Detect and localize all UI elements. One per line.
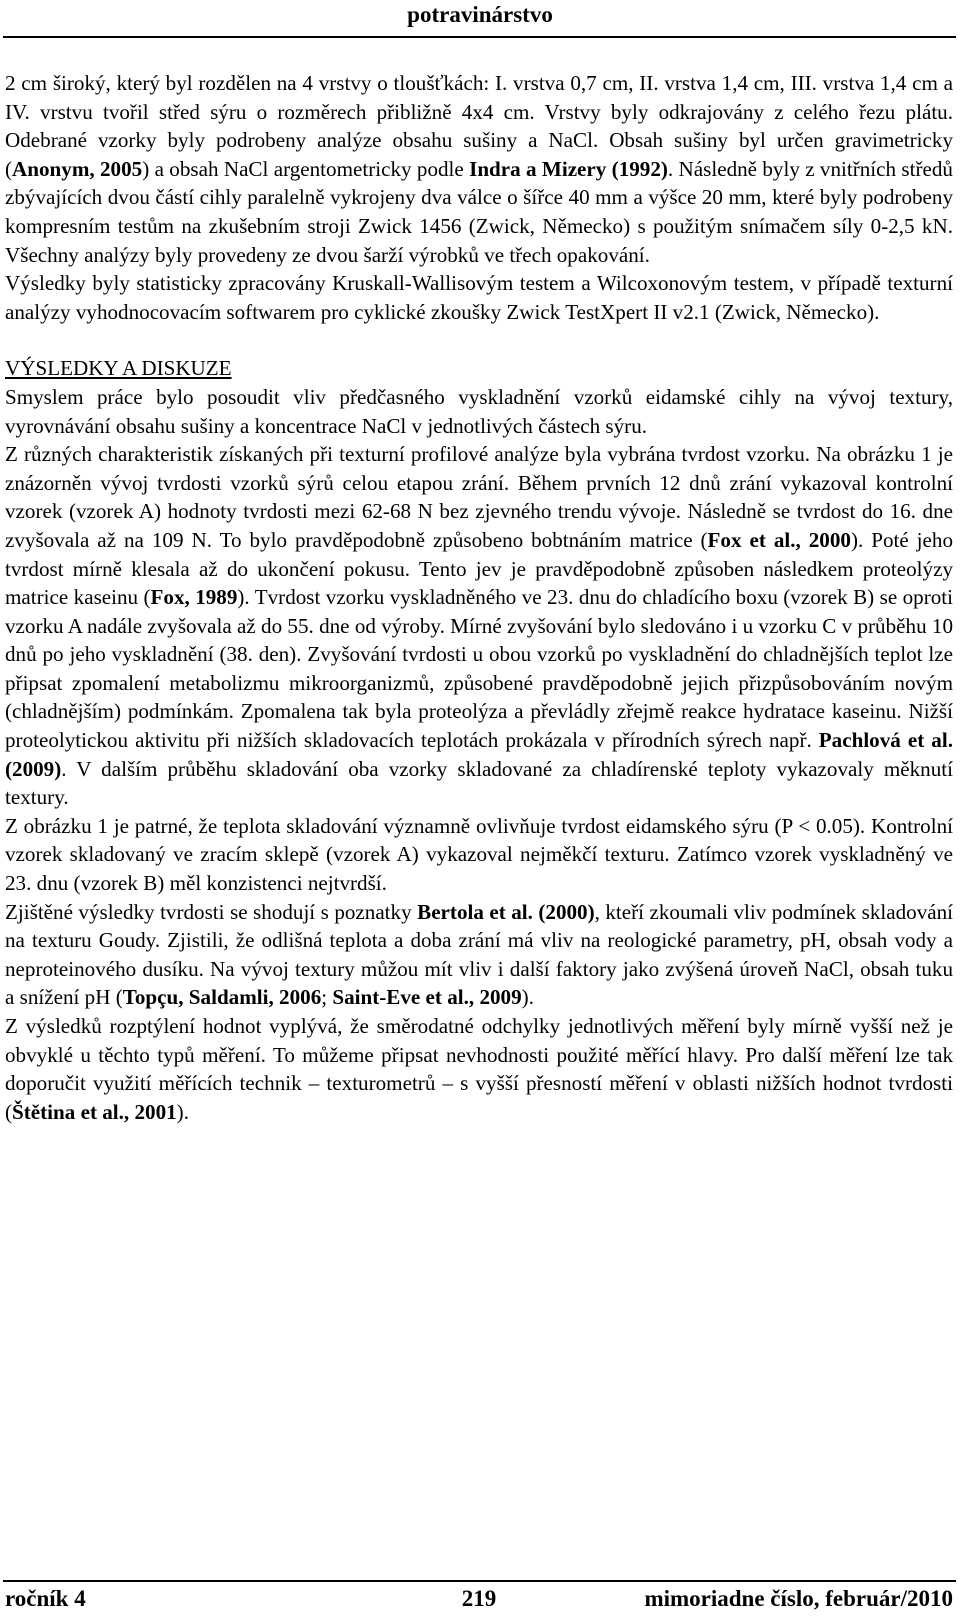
- footer-divider: [3, 1580, 956, 1582]
- paragraph-hardness: Z různých charakteristik získaných při texturní profilové analýze byla vybrána tvrdost vzorku. Na obrázku 1 je znázorněn vývoj tvrdosti vzorků sýrů celou etapou zrání. Během prvních 12 dnů zrání vykazoval kontrolní vzorek (vzorek A) hodnoty tvrdosti mezi 62-68 N bez zjevného trendu vývoje. Následně se tvrdost do 16. dne zvyšovala až na 109 N. To bylo pravděpodobně způsobeno bobtnáním matrice (Fox et al., 2000). Poté jeho tvrdost mírně klesala až do ukončení pokusu. Tento jev je pravděpodobně způsoben následkem proteolýzy matrice kaseinu (Fox, 1989). Tvrdost vzorku vyskladněného ve 23. dnu do chladícího boxu (vzorek B) se oproti vzorku A nadále zvyšovala až do 55. dne od výroby. Mírné zvyšování bylo sledováno i u vzorku C v průběhu 10 dnů po jeho vyskladnění (38. den). Zvyšování tvrdosti u obou vzorků po vyskladnění do chladnějších teplot lze připsat zpomalení metabolizmu mikroorganizmů, způsobené pravděpodobně jejich přizpůsobováním novým (chladnějším) podmínkám. Zpomalena tak byla proteolýza a převládly zřejmě reakce hydratace kaseinu. Nižší proteolytickou aktivitu při nižších skladovacích teplotách prokázala v přírodních sýrech např. Pachlová et al. (2009). V dalším průběhu skladování oba vzorky skladované za chladírenské teploty vykazovaly měknutí textury.: [5, 442, 954, 810]
- section-heading: VÝSLEDKY A DISKUZE: [5, 356, 232, 381]
- footer-page-number: 219: [461, 1586, 497, 1611]
- citation: Bertola et al. (2000): [417, 899, 595, 924]
- paragraph-methods: 2 cm široký, který byl rozdělen na 4 vrstvy o tloušťkách: I. vrstva 0,7 cm, II. vrstva 1,4 cm, III. vrstva 1,4 cm a IV. vrstvu tvořil střed sýru o rozměrech přibližně 4x4 cm. Vrstvy byly odkrajovány z celého řezu plátu. Odebrané vzorky byly podrobeny analýze obsahu sušiny a NaCl. Obsah sušiny byl určen gravimetricky (Anonym, 2005) a obsah NaCl argentometricky podle Indra a Mizery (1992). Následně byly z vnitřních středů zbývajících dvou částí cihly paralelně vykrojeny dva válce o šířce 40 mm a výšce 20 mm, které byly podrobeny kompresním testům na zkušebním stroji Zwick 1456 (Zwick, Německo) s použitým snímačem síly 0-2,5 kN. Všechny analýzy byly provedeny ze dvou šarží výrobků ve třech opakování.: [5, 71, 953, 267]
- citation: Indra a Mizery (1992): [469, 156, 668, 181]
- citation: Topçu, Saldamli, 2006: [122, 985, 322, 1010]
- paragraph-deviation: Z výsledků rozptýlení hodnot vyplývá, že směrodatné odchylky jednotlivých měření byly mírně vyšší než je obvyklé u těchto typů měření. To můžeme připsat nevhodnosti použité měřící hlavy. Pro další měření lze tak doporučit využití měřících technik – texturometrů – s vyšší přesností měření v oblasti nižších hodnot tvrdosti (Štětina et al., 2001).: [5, 1014, 953, 1124]
- journal-title: potravinárstvo: [407, 2, 553, 27]
- footer-issue: mimoriadne číslo, február/2010: [644, 1586, 953, 1611]
- paragraph-aim: Smyslem práce bylo posoudit vliv předčasného vyskladnění vzorků eidamské cihly na vývoj textury, vyrovnávání obsahu sušiny a koncentrace NaCl v jednotlivých částech sýru.: [5, 384, 953, 438]
- article-body: [5, 69, 953, 1126]
- header-divider: [3, 36, 956, 38]
- footer-volume: ročník 4: [5, 1586, 86, 1611]
- paragraph-comparison: Zjištěné výsledky tvrdosti se shodují s poznatky Bertola et al. (2000), kteří zkoumali vliv podmínek skladování na texturu Goudy. Zjistili, že odlišná teplota a doba zrání má vliv na reologické parametry, pH, obsah vody a neproteinového dusíku. Na vývoj textury můžou mít vliv i další faktory jako zvýšená úroveň NaCl, obsah tuku a snížení pH (Topçu, Saldamli, 2006; Saint-Eve et al., 2009).: [5, 899, 954, 1010]
- paragraph-temperature: Z obrázku 1 je patrné, že teplota skladování významně ovlivňuje tvrdost eidamského sýru (P < 0.05). Kontrolní vzorek skladovaný ve zracím sklepě (vzorek A) vykazoval nejměkčí texturu. Zatímco vzorek vyskladněný ve 23. dnu (vzorek B) měl konzistenci nejtvrdší.: [5, 813, 953, 896]
- paragraph-statistics: Výsledky byly statisticky zpracovány Kruskall-Wallisovým testem a Wilcoxonovým testem, v případě texturní analýzy vyhodnocovacím softwarem pro cyklické zkoušky Zwick TestXpert II v2.1 (Zwick, Německo).: [5, 271, 953, 324]
- citation: Fox, 1989: [150, 585, 238, 610]
- citation: Štětina et al., 2001: [12, 1099, 177, 1124]
- journal-header: [0, 0, 960, 30]
- citation: Anonym, 2005: [12, 156, 143, 181]
- citation: Saint-Eve et al., 2009: [332, 985, 522, 1010]
- citation: Pachlová et al. (2009): [5, 728, 953, 781]
- citation: Fox et al., 2000: [707, 527, 851, 552]
